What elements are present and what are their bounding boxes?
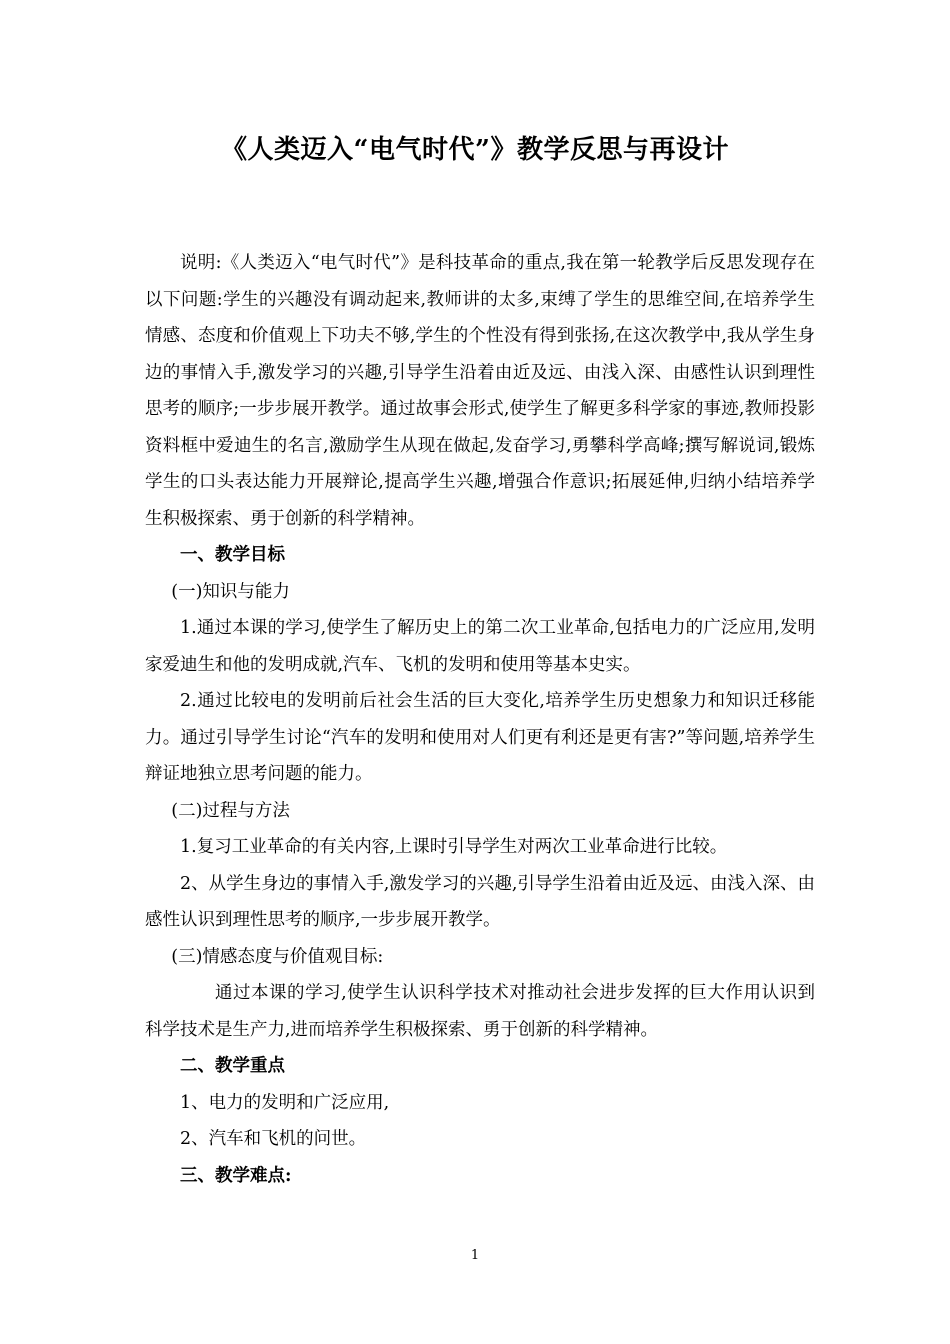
knowledge-item-1: 1.通过本课的学习,使学生了解历史上的第二次工业革命,包括电力的广泛应用,发明家爱迪生和他的发明成就,汽车、飞机的发明和使用等基本史实。: [145, 618, 815, 675]
section-heading-objectives: 一、教学目标: [180, 545, 285, 565]
section-heading-difficulties: 三、教学难点:: [180, 1165, 292, 1186]
document-body: [145, 245, 815, 1194]
subsection-heading-knowledge: (一)知识与能力: [171, 581, 290, 602]
section-heading-key-points: 二、教学重点: [180, 1056, 285, 1076]
process-item-2: 2、从学生身边的事情入手,激发学习的兴趣,引导学生沿着由近及远、由浅入深、由感性认识到理性思考的顺序,一步步展开教学。: [145, 873, 815, 930]
intro-paragraph: 说明:《人类迈入“电气时代”》是科技革命的重点,我在第一轮教学后反思发现存在以下问题:学生的兴趣没有调动起来,教师讲的太多,束缚了学生的思维空间,在培养学生情感、态度和价值观上下功夫不够,学生的个性没有得到张扬,在这次教学中,我从学生身边的事情入手,激发学习的兴趣,引导学生沿着由近及远、由浅入深、由感性认识到理性思考的顺序;一步步展开教学。通过故事会形式,使学生了解更多科学家的事迹,教师投影资料框中爱迪生的名言,激励学生从现在做起,发奋学习,勇攀科学高峰;撰写解说词,锻炼学生的口头表达能力开展辩论,提高学生兴趣,增强合作意识;拓展延伸,归纳小结培养学生积极探索、勇于创新的科学精神。: [145, 253, 815, 529]
key-point-1: 1、电力的发明和广泛应用,: [180, 1092, 390, 1113]
knowledge-item-2: 2.通过比较电的发明前后社会生活的巨大变化,培养学生历史想象力和知识迁移能力。通过引导学生讨论“汽车的发明和使用对人们更有利还是更有害?”等问题,培养学生辩证地独立思考问题的能力。: [145, 691, 815, 784]
key-point-2: 2、汽车和飞机的问世。: [180, 1129, 367, 1149]
page-number: 1: [470, 1248, 480, 1263]
document-title: 《人类迈入“电气时代”》教学反思与再设计: [221, 135, 729, 165]
process-item-1: 1.复习工业革命的有关内容,上课时引导学生对两次工业革命进行比较。: [180, 837, 728, 857]
subsection-heading-attitude: (三)情感态度与价值观目标:: [171, 946, 384, 967]
subsection-heading-process: (二)过程与方法: [171, 800, 290, 821]
attitude-paragraph: 通过本课的学习,使学生认识科学技术对推动社会进步发挥的巨大作用认识到科学技术是生产力,进而培养学生积极探索、勇于创新的科学精神。: [145, 983, 815, 1040]
